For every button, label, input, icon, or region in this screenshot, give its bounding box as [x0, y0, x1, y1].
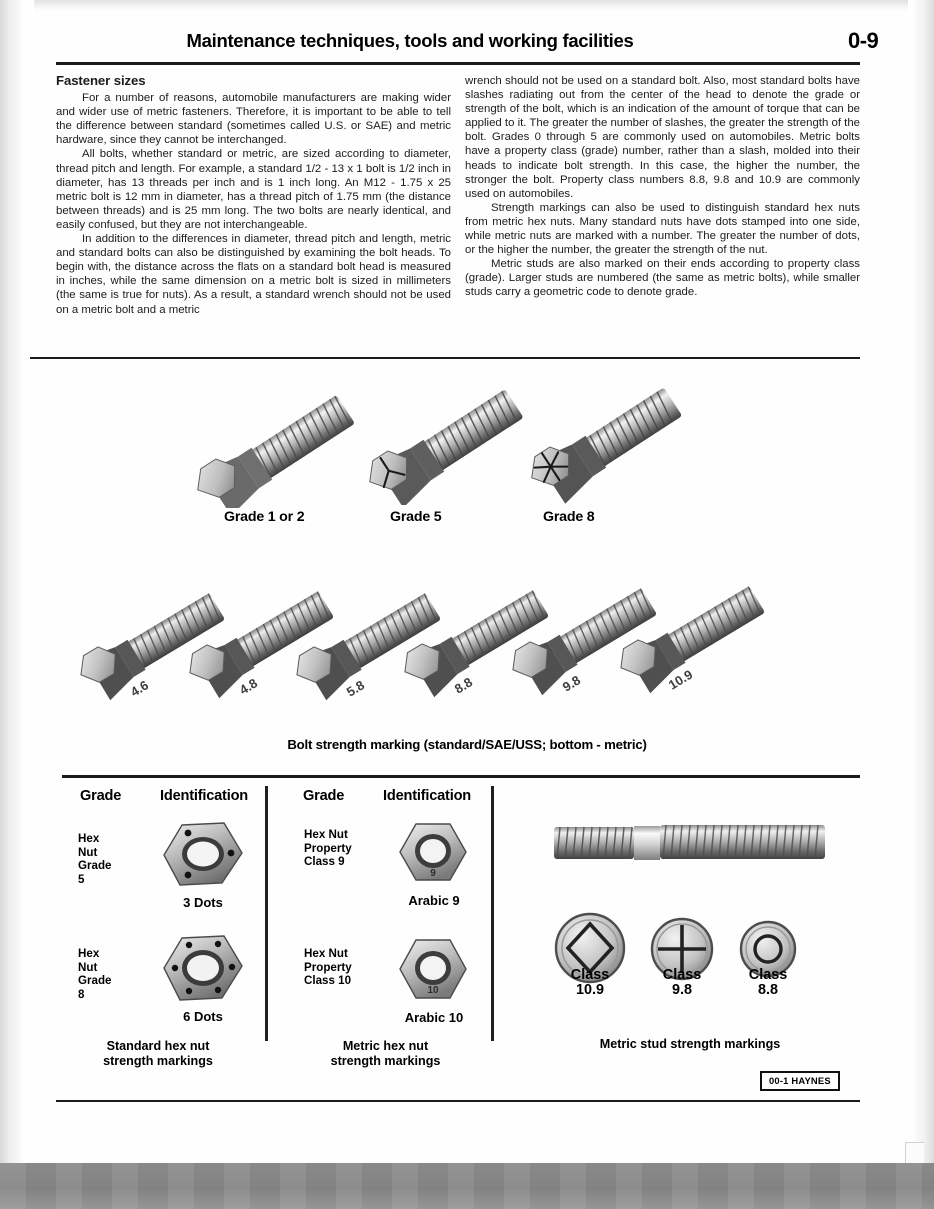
left-paragraph-2: All bolts, whether standard or metric, are sized according to diameter, thread pitch and length. For example, a standard 1/2 - 13 x 1 bolt is 1/2 inch in diameter, has 13 threads per inch and is 1 inch long. An M12 - 1.75 x 25 metric bolt is 12 mm in diameter, has a thread pitch of 1.75 mm (the distance between threads) and is 25 mm long. The two bolts are nearly identical, and easily confused, but they are not interchangeable.	[56, 148, 451, 231]
nut-stamp-number: 9	[430, 868, 436, 879]
caption-grade-5: Grade 5	[390, 509, 442, 525]
metric-bolt-mark-6: 10.9	[665, 666, 696, 693]
stud-label-class-10-9: Class 10.9	[570, 967, 610, 998]
metric-bolt-figure-group	[0, 545, 934, 730]
standard-nut-image-grade-8	[160, 930, 248, 1008]
metric-bolt-mark-4: 8.8	[451, 674, 476, 697]
section-heading-fastener-sizes: Fastener sizes	[56, 73, 146, 88]
metric-bolt-mark-2: 4.8	[236, 675, 261, 698]
left-paragraph-3: In addition to the differences in diameter, thread pitch and length, metric and standard bolts can also be distinguished by examining the bolt heads. To begin with, the distance across the flats on a standard bolt head is measured in inches, while the same dimension on a metric bolt is sized in millimeters (the same is true for nuts). As a result, a standard wrench should not be used on a metric bolt and a metric	[56, 233, 451, 316]
metric-bolt-mark-1: 4.6	[127, 677, 152, 700]
metric-nut-row-1-identification: Arabic 9	[408, 893, 460, 908]
stud-label-class-8-8: Class 8.8	[748, 967, 788, 998]
metric-bolt-caption: Bolt strength marking (standard/SAE/USS; bottom - metric)	[287, 737, 647, 752]
standard-panel-header-identification: Identification	[160, 788, 249, 804]
right-text-column	[465, 74, 860, 300]
stud-label-class-9-8: Class 9.8	[662, 967, 702, 998]
right-paragraph-2: Strength markings can also be used to distinguish standard hex nuts from metric hex nuts. Many standard nuts have dots stamped into one side, while metric nuts are marked with a number. The greater the number of dots, or the higher the number, the greater the strength of the nut.	[465, 201, 860, 257]
right-paragraph-1: wrench should not be used on a standard bolt. Also, most standard bolts have slashes radiating out from the center of the head to denote the grade or strength of the bolt, which is an indication of the amount of torque that can be applied to it. The greater the number of slashes, the greater the strength of the bolt. Grades 0 through 5 are commonly used on automobiles. Metric bolts have a property class (grade) number, rather than a slash, molded into their heads to indicate bolt strength. In this case, the higher the number, the stronger the bolt. Property class numbers 8.8, 9.8 and 10.9 are commonly used on automobiles.	[465, 75, 860, 200]
standard-nut-panel-caption: Standard hex nut strength markings	[103, 1039, 213, 1068]
bolt-photo-grade-5	[368, 370, 548, 505]
page-edge-top-shadow	[0, 0, 934, 14]
metric-panel-header-grade: Grade	[303, 788, 345, 804]
sae-bolt-figure-group	[0, 370, 934, 530]
page-title: Maintenance techniques, tools and working facilities	[186, 30, 634, 51]
caption-grade-1-or-2: Grade 1 or 2	[224, 509, 305, 525]
left-paragraph-1: For a number of reasons, automobile manufacturers are making wider and wider use of metric fasteners. Therefore, it is important to be able to tell the difference between standard (sometimes called U.S. or SAE) and metric hardware, since they cannot be interchanged.	[56, 92, 451, 147]
standard-nut-row-2-grade: Hex Nut Grade 8	[78, 947, 112, 1001]
metric-nut-image-class-9	[396, 818, 472, 890]
metric-nut-image-class-10	[396, 934, 472, 1008]
panel-divider-2	[491, 786, 494, 1041]
stud-panel-caption: Metric stud strength markings	[599, 1037, 781, 1051]
lower-panel-divider-rule	[62, 775, 860, 778]
page-number: 0-9	[848, 28, 879, 53]
metric-nut-panel-caption: Metric hex nut strength markings	[330, 1039, 441, 1068]
bolt-photo-grade-8	[530, 366, 710, 506]
publisher-credit-box: 00-1 HAYNES	[760, 1071, 840, 1091]
nut-stamp-number: 10	[427, 985, 439, 996]
metric-nut-row-2-grade: Hex Nut Property Class 10	[304, 947, 352, 988]
figure-section-divider-rule	[30, 357, 860, 359]
footer-divider-rule	[56, 1100, 860, 1102]
bolt-photo-grade-1-or-2	[196, 378, 376, 508]
sae-bolt-caption-row	[0, 509, 934, 529]
standard-nut-row-1-grade: Hex Nut Grade 5	[78, 832, 112, 886]
caption-grade-8: Grade 8	[543, 509, 595, 525]
standard-nut-image-grade-5	[160, 817, 248, 893]
page-header	[0, 30, 934, 60]
metric-bolt-mark-5: 9.8	[559, 672, 584, 695]
page-corner-fold	[905, 1142, 924, 1163]
stud-photo	[548, 818, 838, 870]
standard-panel-header-grade: Grade	[80, 788, 122, 804]
left-text-column	[56, 74, 451, 317]
metric-nut-row-1-grade: Hex Nut Property Class 9	[304, 828, 352, 869]
metric-panel-header-identification: Identification	[383, 788, 472, 804]
header-divider-rule	[56, 62, 860, 65]
scanner-shadow-band	[0, 1163, 934, 1209]
right-paragraph-3: Metric studs are also marked on their ends according to property class (grade). Larger studs are numbered (the same as metric bolts), while smaller studs carry a geometric code to denote grade.	[465, 258, 860, 299]
metric-nut-row-2-identification: Arabic 10	[404, 1010, 464, 1025]
metric-bolt-mark-3: 5.8	[343, 677, 368, 700]
standard-nut-row-1-identification: 3 Dots	[183, 895, 223, 910]
standard-nut-row-2-identification: 6 Dots	[183, 1009, 223, 1024]
panel-divider-1	[265, 786, 268, 1041]
